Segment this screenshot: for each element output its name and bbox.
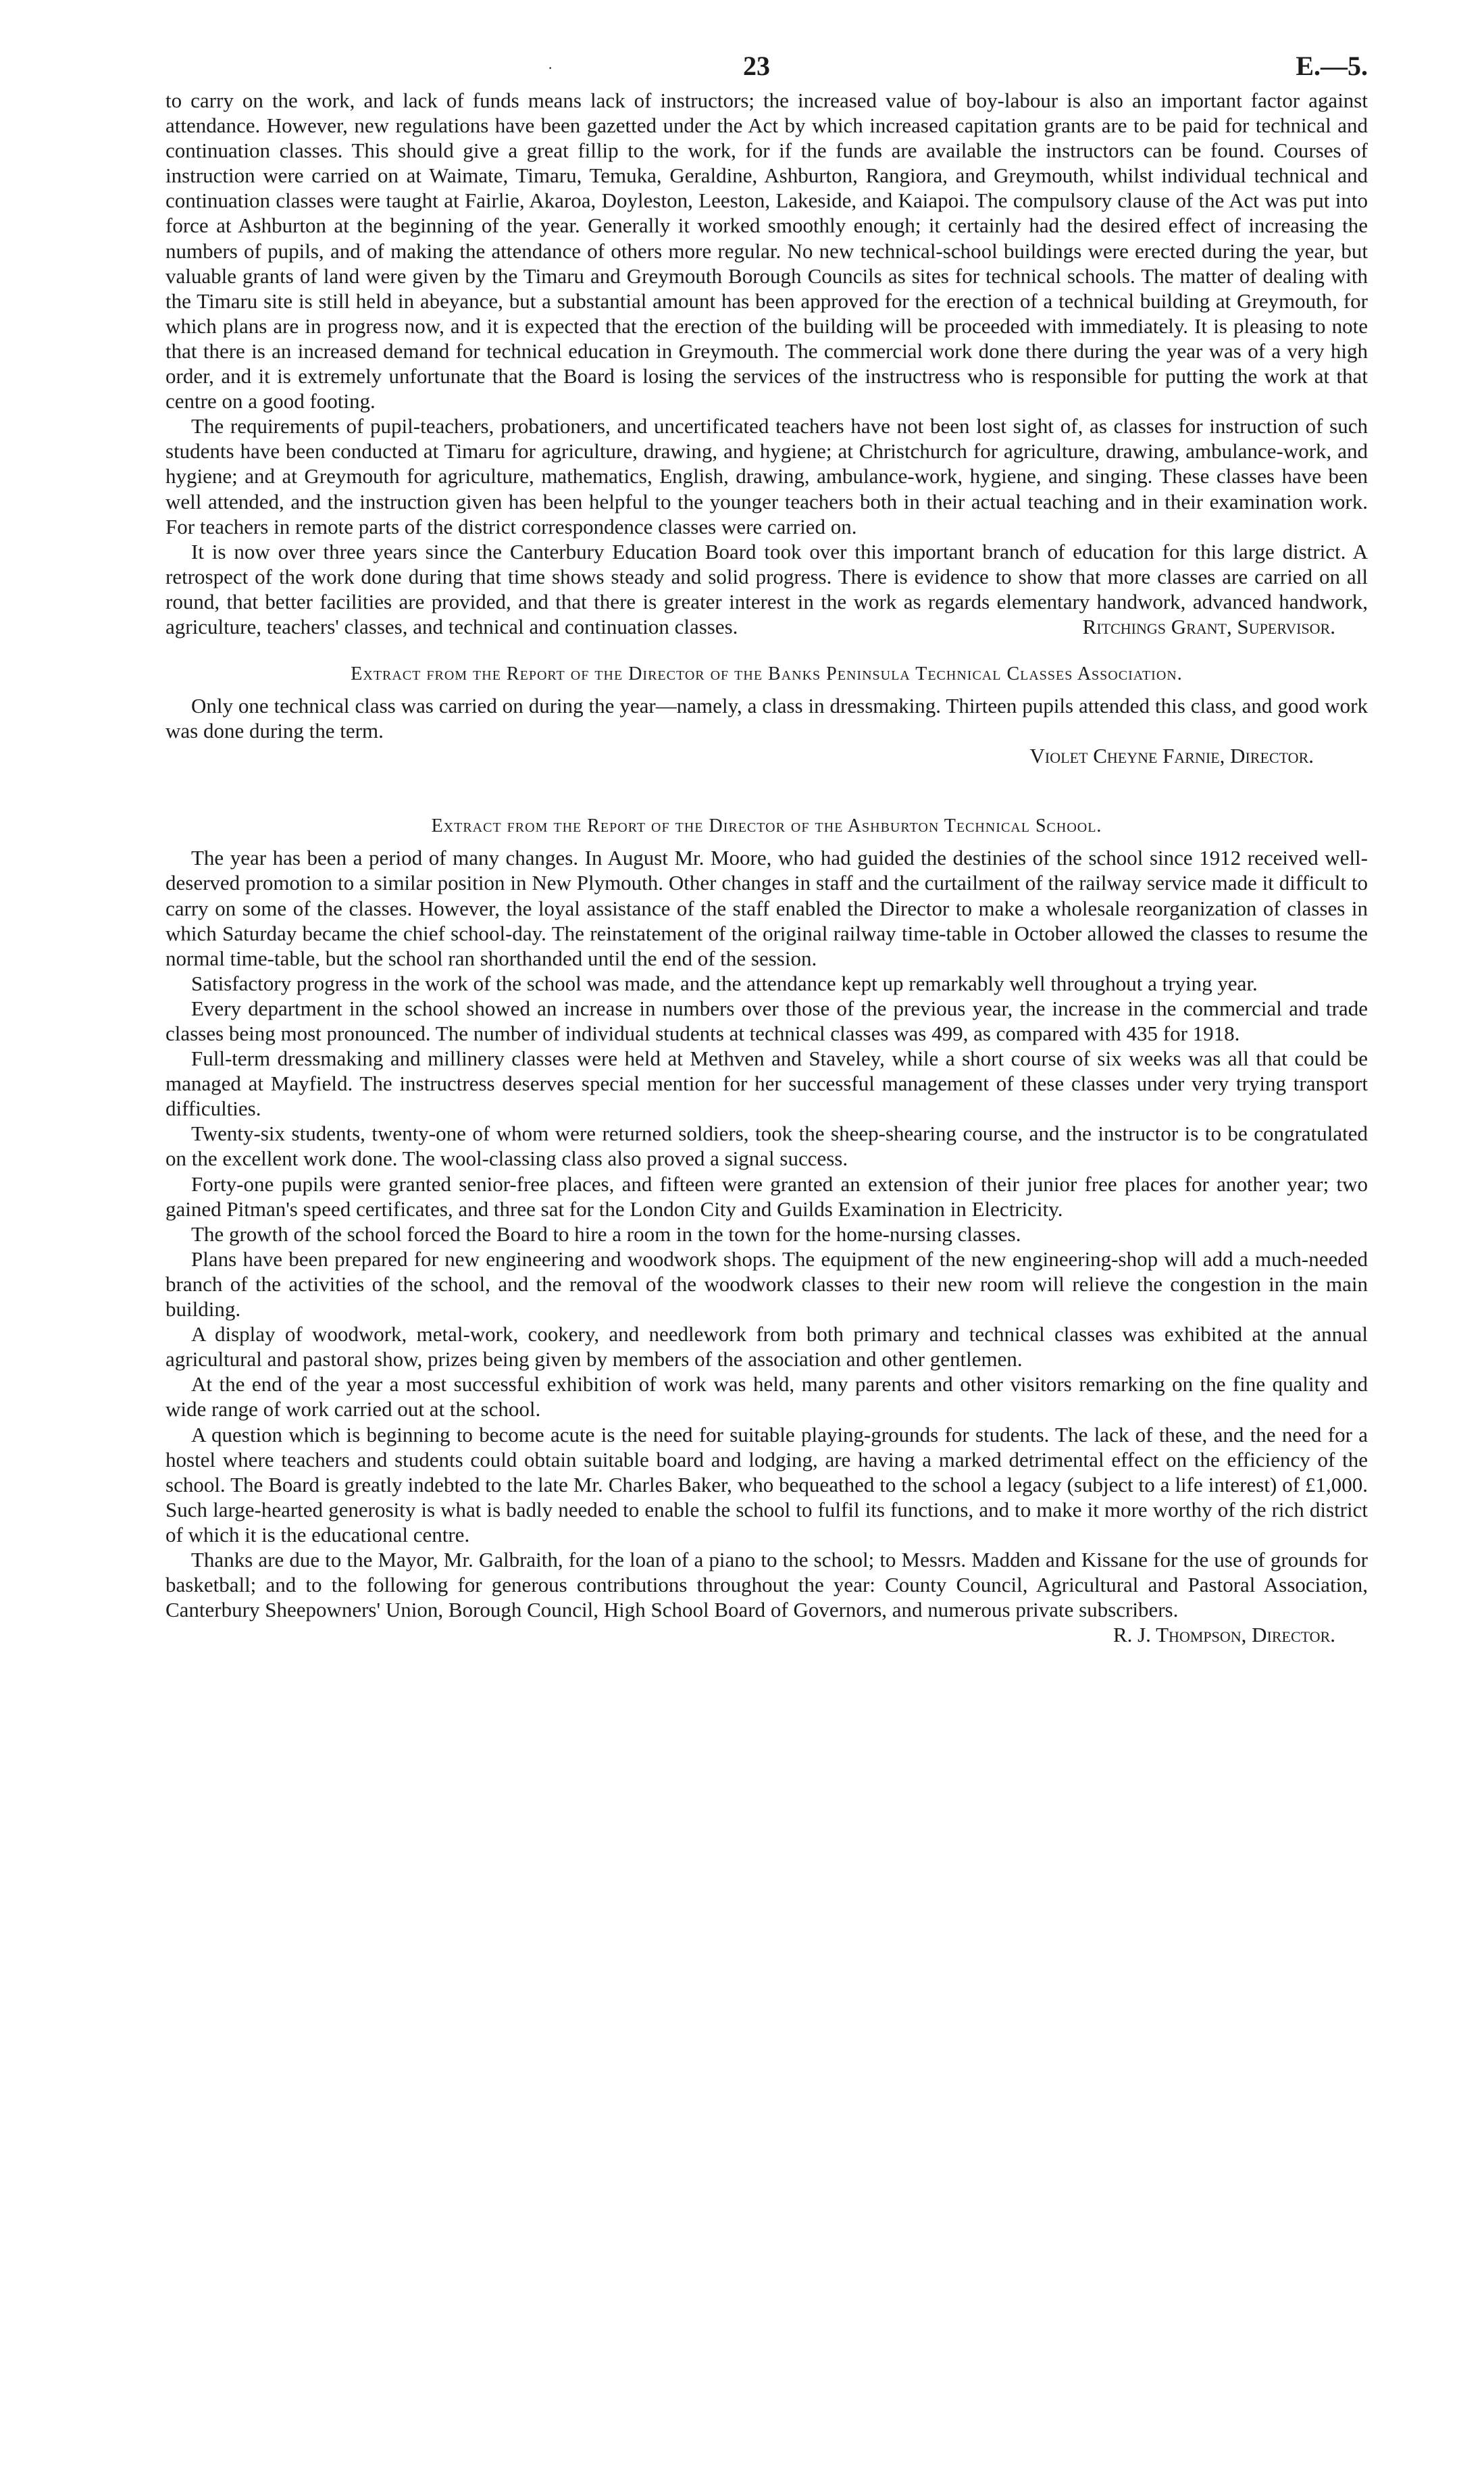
paragraph: The year has been a period of many changes. In August Mr. Moore, who had guided the destinies of the school since 1912 received well-deserved promotion to a similar position in New Plymouth. Other changes in staff and the curtailment of the railway service made it difficult to carry on some of the classes. However, the loyal assistance of the staff enabled the Director to make a wholesale reorganization of classes in which Saturday became the chief school-day. The reinstatement of the original railway time-table in October allowed the classes to resume the normal time-table, but the school ran shorthanded until the end of the session. xyxy=(165,846,1368,970)
section-gap xyxy=(165,768,1368,791)
paragraph: Forty-one pupils were granted senior-free places, and fifteen were granted an extension of their junior free places for another year; two gained Pitman's speed certificates, and three sat for the London City and Guilds Examination in Electricity. xyxy=(165,1172,1368,1221)
paragraph: The growth of the school forced the Board to hire a room in the town for the home-nursing classes. xyxy=(191,1222,1021,1246)
signature-director: R. J. Thompson, Director. xyxy=(1112,1623,1335,1647)
paragraph: Twenty-six students, twenty-one of whom were returned soldiers, took the sheep-shearing course, and the instructor is to be congratulated on the excellent work done. The wool-classing class also proved a signal success. xyxy=(165,1122,1368,1171)
paragraph: A display of woodwork, metal-work, cookery, and needlework from both primary and technical classes was exhibited at the annual agricultural and pastoral show, prizes being given by members of the association and other gentlemen. xyxy=(165,1322,1368,1372)
section-heading: Extract from the Report of the Director of the Ashburton Technical School. xyxy=(431,815,1102,837)
paragraph: The requirements of pupil-teachers, probationers, and uncertificated teachers have not been lost sight of, as classes for instruction of such students have been conducted at Timaru for agriculture, drawing, and hygiene; at Christchurch for agriculture, drawing, ambulance-work, and hygiene; and at Greymouth for agriculture, mathematics, English, drawing, ambulance-work, hygiene, and singing. These classes have been well attended, and the instruction given has been helpful to the younger teachers both in their actual teaching and in their examination work. For teachers in remote parts of the district correspondence classes were carried on. xyxy=(165,414,1368,538)
signature-director xyxy=(165,743,1368,768)
paragraph-text: It is now over three years since the Canterbury Education Board took over this important branch of education for this large district. A retrospect of the work done during that time shows steady and solid progress. There is evidence to show that more classes are carried on all round, that better facilities are provided, and that there is greater interest in the work as regards elementary handwork, advanced handwork, agriculture, teachers' classes, and technical and continuation classes. xyxy=(165,539,1368,638)
paragraph: Plans have been prepared for new engineering and woodwork shops. The equipment of the new engineering-shop will add a much-needed branch of the activities of the school, and the removal of the woodwork classes to their new room will relieve the congestion in the main building. xyxy=(165,1247,1368,1322)
page-number: 23 xyxy=(743,51,770,81)
paragraph xyxy=(165,1547,1368,1647)
document-page xyxy=(165,41,1368,2452)
paragraph: Only one technical class was carried on during the year—namely, a class in dressmaking. Thirteen pupils attended this class, and good work was done during the term. xyxy=(165,694,1368,743)
paragraph: A question which is beginning to become acute is the need for suitable playing-grounds for students. The lack of these, and the need for a hostel where teachers and students could obtain suitable board and lodging, are having a marked detrimental effect on the efficiency of the school. The Board is greatly indebted to the late Mr. Charles Baker, who bequeathed to the school a legacy (subject to a life interest) of £1,000. Such large-hearted generosity is what is badly needed to enable the school to fulfil its functions, and to make it more worthy of the rich district of which it is the educational centre. xyxy=(165,1422,1368,1546)
canterbury-report-section xyxy=(165,88,1368,639)
signature-supervisor: Ritchings Grant, Supervisor. xyxy=(1082,614,1335,638)
banks-peninsula-section xyxy=(165,662,1368,768)
page-header xyxy=(165,41,1368,88)
section-heading: Extract from the Report of the Director of the Banks Peninsula Technical Classes Association. xyxy=(351,663,1183,685)
ashburton-section xyxy=(165,814,1368,1647)
paragraph: Satisfactory progress in the work of the school was made, and the attendance kept up remarkably well throughout a trying year. xyxy=(191,971,1258,995)
header-dot: · xyxy=(548,59,553,76)
signature-text: Violet Cheyne Farnie, Director. xyxy=(1029,744,1314,768)
paragraph: At the end of the year a most successful exhibition of work was held, many parents and other visitors remarking on the fine quality and wide range of work carried out at the school. xyxy=(165,1372,1368,1421)
paragraph: Full-term dressmaking and millinery classes were held at Methven and Staveley, while a short course of six weeks was all that could be managed at Mayfield. The instructress deserves special mention for her successful management of these classes under very trying transport difficulties. xyxy=(165,1047,1368,1121)
report-code: E.—5. xyxy=(1296,51,1368,81)
paragraph: to carry on the work, and lack of funds means lack of instructors; the increased value of boy-labour is also an important factor against attendance. However, new regulations have been gazetted under the Act by which increased capitation grants are to be paid for technical and continuation classes. This should give a great fillip to the work, for if the funds are available the instructors can be found. Courses of instruction were carried on at Waimate, Timaru, Temuka, Geraldine, Ashburton, Rangiora, and Greymouth, whilst individual technical and continuation classes were taught at Fairlie, Akaroa, Doyleston, Leeston, Lakeside, and Kaiapoi. The compulsory clause of the Act was put into force at Ashburton at the beginning of the year. Generally it worked smoothly enough; it certainly had the desired effect of increasing the numbers of pupils, and of making the attendance of others more regular. No new technical-school buildings were erected during the year, but valuable grants of land were given by the Timaru and Greymouth Borough Councils as sites for technical schools. The matter of dealing with the Timaru site is still held in abeyance, but a substantial amount has been approved for the erection of a technical building at Greymouth, for which plans are in progress now, and it is expected that the erection of the building will be proceeded with immediately. It is pleasing to note that there is an increased demand for technical education in Greymouth. The commercial work done there during the year was of a very high order, and it is extremely unfortunate that the Board is losing the services of the instructress who is responsible for putting the work at that centre on a good footing. xyxy=(165,89,1368,413)
paragraph xyxy=(165,539,1368,639)
paragraph-text: Thanks are due to the Mayor, Mr. Galbraith, for the loan of a piano to the school; to Messrs. Madden and Kissane for the use of grounds for basketball; and to the following for generous contributions throughout the year: County Council, Agricultural and Pastoral Association, Canterbury Sheepowners' Union, Borough Council, High School Board of Governors, and numerous private subscribers. xyxy=(165,1547,1368,1622)
paragraph: Every department in the school showed an increase in numbers over those of the previous year, the increase in the commercial and trade classes being most pronounced. The number of individual students at technical classes was 499, as compared with 435 for 1918. xyxy=(165,996,1368,1045)
